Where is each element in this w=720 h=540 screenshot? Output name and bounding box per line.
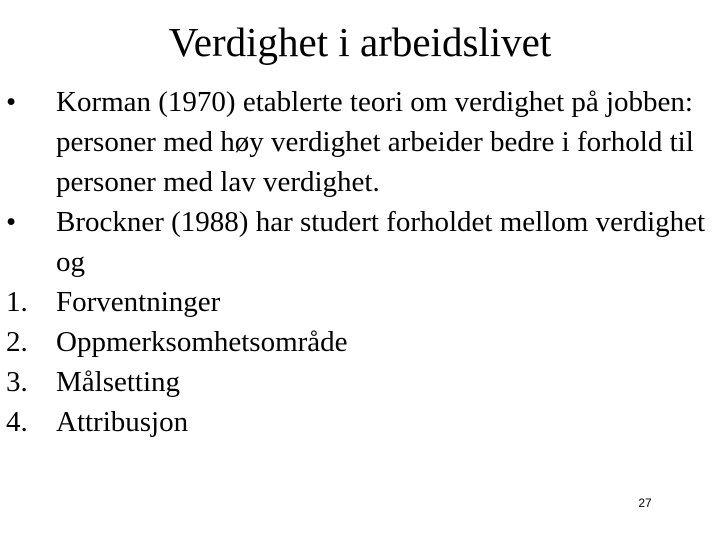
- list-item-text: Korman (1970) etablerte teori om verdighet på jobben: personer med høy verdighet arbeider bedre i forhold til personer med lav verdighet.: [56, 86, 694, 198]
- list-item-text: Forventninger: [56, 286, 221, 318]
- number-marker: 2.: [6, 326, 28, 358]
- list-item: [0, 362, 720, 402]
- bullet-list: [0, 82, 720, 442]
- page-number: 27: [638, 496, 652, 510]
- list-item-text: Brockner (1988) har studert forholdet mellom verdighet og: [56, 206, 706, 278]
- list-item-text: Målsetting: [56, 366, 181, 398]
- slide-title: Verdighet i arbeidslivet: [168, 19, 552, 65]
- list-item: [0, 82, 720, 202]
- list-item-text: Oppmerksomhetsområde: [56, 326, 348, 358]
- number-marker: 4.: [6, 406, 28, 438]
- list-item: [0, 202, 720, 282]
- number-marker: 1.: [6, 286, 28, 318]
- list-item: [0, 282, 720, 322]
- list-item: [0, 322, 720, 362]
- list-item: [0, 402, 720, 442]
- number-marker: 3.: [6, 366, 28, 398]
- bullet-marker: •: [6, 206, 17, 238]
- list-item-text: Attribusjon: [56, 406, 189, 438]
- bullet-marker: •: [6, 86, 17, 118]
